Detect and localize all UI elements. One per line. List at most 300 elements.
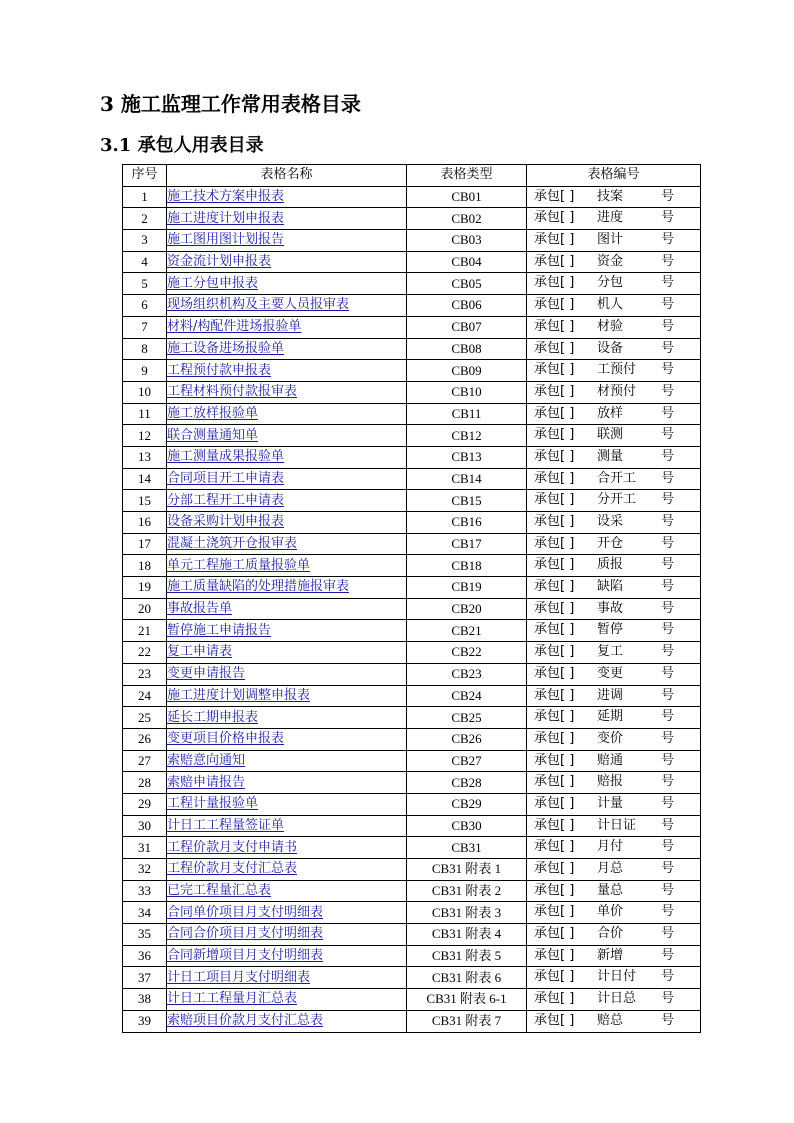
row-form-code [527,295,701,317]
form-code-prefix: 承包[ ] [534,318,575,334]
form-name-link[interactable]: 计日工工程量月汇总表 [167,991,298,1007]
row-serial-number: 4 [123,251,167,273]
row-form-type: CB30 [407,815,527,837]
form-code-prefix: 承包[ ] [534,709,575,725]
row-serial-number: 2 [123,208,167,230]
row-form-type: CB16 [407,512,527,534]
form-name-link[interactable]: 工程计量报验单 [167,796,259,812]
row-form-name-cell [167,989,407,1011]
form-code-prefix: 承包[ ] [534,926,575,942]
form-code-abbreviation: 进调 [597,687,624,703]
form-code-prefix: 承包[ ] [534,297,575,313]
row-serial-number: 29 [123,793,167,815]
section-title: 3.1 承包人用表目录 [100,135,264,156]
form-code-abbreviation: 月总 [597,861,624,876]
row-form-type: CB27 [407,750,527,772]
row-form-name-cell [167,924,407,946]
form-code-suffix: 号 [661,253,675,269]
form-name-link[interactable]: 事故报告单 [167,601,233,617]
row-form-type: CB31 [407,837,527,859]
form-name-link[interactable]: 计日工项目月支付明细表 [167,969,311,985]
row-serial-number: 16 [123,512,167,534]
form-code-suffix: 号 [661,926,675,942]
row-form-code [527,555,701,577]
row-serial-number: 26 [123,728,167,750]
form-code-prefix: 承包[ ] [534,730,575,746]
table-body [123,186,701,1032]
form-code-prefix: 承包[ ] [534,600,575,616]
form-code-suffix: 号 [661,1012,675,1028]
row-form-code [527,642,701,664]
row-form-type: CB04 [407,251,527,273]
form-name-link[interactable]: 施工进度计划申报表 [167,210,285,226]
form-code-prefix: 承包[ ] [534,687,575,703]
form-name-link[interactable]: 单元工程施工质量报验单 [167,557,311,573]
row-form-code [527,989,701,1011]
form-code-abbreviation: 资金 [597,253,624,269]
table-row [123,707,701,729]
form-code-suffix: 号 [661,362,675,378]
row-form-type: CB25 [407,707,527,729]
form-code-suffix: 号 [661,752,675,768]
row-form-type: CB14 [407,468,527,490]
row-form-name-cell [167,663,407,685]
row-form-code [527,251,701,273]
form-name-link[interactable]: 合同合价项目月支付明细表 [167,926,324,942]
form-name-link[interactable]: 合同单价项目月支付明细表 [167,904,324,920]
table-row [123,360,701,382]
form-code-abbreviation: 计日证 [597,817,637,833]
form-code-abbreviation: 延期 [597,709,624,725]
row-form-name-cell [167,837,407,859]
form-name-link[interactable]: 已完工程量汇总表 [167,883,272,899]
form-code-abbreviation: 暂停 [597,622,624,638]
form-code-suffix: 号 [661,991,675,1007]
table-row [123,425,701,447]
form-code-suffix: 号 [661,210,675,226]
table-row [123,338,701,360]
row-serial-number: 17 [123,533,167,555]
row-serial-number: 32 [123,859,167,881]
form-code-prefix: 承包[ ] [534,275,575,291]
row-form-type: CB31 附表 7 [407,1010,527,1032]
form-code-suffix: 号 [661,839,675,855]
row-form-name-cell [167,728,407,750]
form-code-abbreviation: 变更 [597,665,624,681]
form-code-suffix: 号 [661,904,675,920]
row-form-code [527,1010,701,1032]
row-serial-number: 35 [123,924,167,946]
row-form-type: CB22 [407,642,527,664]
row-form-type: CB31 附表 3 [407,902,527,924]
form-code-suffix: 号 [661,969,675,985]
row-form-type: CB07 [407,316,527,338]
form-code-abbreviation: 计日总 [597,991,637,1007]
row-serial-number: 37 [123,967,167,989]
row-form-code [527,837,701,859]
form-code-prefix: 承包[ ] [534,644,575,660]
form-code-suffix: 号 [661,297,675,313]
row-form-type: CB06 [407,295,527,317]
row-form-type: CB08 [407,338,527,360]
row-form-name-cell [167,793,407,815]
row-form-name-cell [167,880,407,902]
row-form-name-cell [167,273,407,295]
header-form-code: 表格编号 [527,165,701,187]
form-code-abbreviation: 赔通 [597,752,624,768]
row-serial-number: 19 [123,577,167,599]
row-form-code [527,815,701,837]
form-name-link[interactable]: 索赔申请报告 [167,774,246,790]
form-name-link[interactable]: 施工设备进场报验单 [167,340,285,356]
form-code-abbreviation: 分包 [597,275,624,291]
table-row [123,598,701,620]
row-serial-number: 15 [123,490,167,512]
table-row [123,924,701,946]
form-code-prefix: 承包[ ] [534,969,575,985]
row-form-name-cell [167,446,407,468]
form-code-prefix: 承包[ ] [534,492,575,508]
form-code-suffix: 号 [661,730,675,746]
table-row [123,468,701,490]
table-row [123,772,701,794]
form-name-link[interactable]: 施工技术方案申报表 [167,189,285,205]
form-code-abbreviation: 分开工 [597,492,637,508]
row-form-name-cell [167,967,407,989]
form-code-suffix: 号 [661,861,675,876]
form-code-suffix: 号 [661,882,675,898]
form-name-link[interactable]: 设备采购计划申报表 [167,514,285,530]
row-form-code [527,338,701,360]
table-row [123,577,701,599]
form-code-suffix: 号 [661,318,675,334]
row-form-code [527,381,701,403]
row-form-type: CB23 [407,663,527,685]
row-form-type: CB26 [407,728,527,750]
form-name-link[interactable]: 施工图用图计划报告 [167,232,285,248]
form-code-suffix: 号 [661,275,675,291]
form-code-abbreviation: 变价 [597,730,624,746]
form-name-link[interactable]: 变更项目价格申报表 [167,731,285,747]
row-form-code [527,620,701,642]
form-code-suffix: 号 [661,600,675,616]
form-name-link[interactable]: 暂停施工申请报告 [167,622,272,638]
row-form-name-cell [167,620,407,642]
row-form-code [527,403,701,425]
table-row [123,750,701,772]
form-code-prefix: 承包[ ] [534,253,575,269]
row-form-name-cell [167,230,407,252]
table-row [123,945,701,967]
row-form-type: CB31 附表 4 [407,924,527,946]
row-serial-number: 21 [123,620,167,642]
table-row [123,880,701,902]
form-code-prefix: 承包[ ] [534,1012,575,1028]
header-form-type: 表格类型 [407,165,527,187]
row-serial-number: 10 [123,381,167,403]
form-code-suffix: 号 [661,448,675,464]
form-code-abbreviation: 缺陷 [597,579,624,595]
header-serial-number: 序号 [123,165,167,187]
row-serial-number: 27 [123,750,167,772]
table-row [123,446,701,468]
form-name-link[interactable]: 复工申请表 [167,644,233,660]
form-code-suffix: 号 [661,947,675,963]
form-name-link[interactable]: 施工进度计划调整申报表 [167,687,311,703]
row-form-code [527,208,701,230]
row-form-code [527,360,701,382]
form-name-link[interactable]: 资金流计划申报表 [167,254,272,270]
table-row [123,620,701,642]
form-code-abbreviation: 新增 [597,947,624,963]
row-form-name-cell [167,945,407,967]
row-form-type: CB02 [407,208,527,230]
row-form-code [527,902,701,924]
row-serial-number: 13 [123,446,167,468]
row-form-name-cell [167,381,407,403]
table-row [123,837,701,859]
form-name-link[interactable]: 分部工程开工申请表 [167,492,285,508]
row-form-name-cell [167,490,407,512]
form-code-prefix: 承包[ ] [534,795,575,811]
table-row [123,793,701,815]
form-code-abbreviation: 计日付 [597,969,637,985]
form-code-suffix: 号 [661,188,675,204]
table-row [123,642,701,664]
row-form-code [527,577,701,599]
row-form-code [527,772,701,794]
table-row [123,555,701,577]
form-code-abbreviation: 技案 [597,188,624,204]
table-row [123,295,701,317]
row-form-type: CB31 附表 6 [407,967,527,989]
form-code-abbreviation: 图计 [597,232,624,248]
row-form-code [527,186,701,208]
row-form-type: CB31 附表 6-1 [407,989,527,1011]
form-name-link[interactable]: 索赔项目价款月支付汇总表 [167,1013,324,1029]
row-serial-number: 12 [123,425,167,447]
form-code-suffix: 号 [661,817,675,833]
row-form-code [527,468,701,490]
form-name-link[interactable]: 材料/构配件进场报验单 [167,319,302,335]
row-form-type: CB18 [407,555,527,577]
row-serial-number: 28 [123,772,167,794]
form-name-link[interactable]: 施工放样报验单 [167,405,259,421]
row-serial-number: 7 [123,316,167,338]
row-form-name-cell [167,1010,407,1032]
row-serial-number: 34 [123,902,167,924]
form-code-prefix: 承包[ ] [534,947,575,963]
table-row [123,381,701,403]
form-name-link[interactable]: 混凝土浇筑开仓报审表 [167,536,298,552]
form-name-link[interactable]: 工程价款月支付申请书 [167,839,298,855]
form-name-link[interactable]: 合同项目开工申请表 [167,470,285,486]
form-code-prefix: 承包[ ] [534,448,575,464]
form-code-abbreviation: 合价 [597,926,624,942]
table-row [123,230,701,252]
table-row [123,1010,701,1032]
row-form-type: CB09 [407,360,527,382]
table-row [123,815,701,837]
row-form-type: CB11 [407,403,527,425]
row-form-name-cell [167,403,407,425]
row-form-code [527,663,701,685]
form-code-suffix: 号 [661,405,675,421]
form-code-abbreviation: 赔报 [597,774,624,790]
form-name-link[interactable]: 工程材料预付款报审表 [167,384,298,400]
form-index-table [122,164,701,1033]
row-serial-number: 6 [123,295,167,317]
form-name-link[interactable]: 施工质量缺陷的处理措施报审表 [167,579,350,595]
form-code-prefix: 承包[ ] [534,232,575,248]
form-code-prefix: 承包[ ] [534,882,575,898]
row-form-type: CB29 [407,793,527,815]
row-form-name-cell [167,338,407,360]
row-form-type: CB15 [407,490,527,512]
form-code-prefix: 承包[ ] [534,210,575,226]
row-form-code [527,230,701,252]
table-row [123,208,701,230]
row-form-type: CB17 [407,533,527,555]
row-form-code [527,945,701,967]
form-name-link[interactable]: 现场组织机构及主要人员报审表 [167,297,350,313]
form-code-abbreviation: 质报 [597,557,624,573]
table-row [123,989,701,1011]
row-form-name-cell [167,598,407,620]
row-serial-number: 33 [123,880,167,902]
form-name-link[interactable]: 计日工工程量签证单 [167,817,285,833]
form-code-prefix: 承包[ ] [534,817,575,833]
form-code-abbreviation: 测量 [597,448,624,464]
row-form-code [527,707,701,729]
form-code-abbreviation: 量总 [597,882,624,898]
form-code-suffix: 号 [661,535,675,551]
form-code-suffix: 号 [661,557,675,573]
form-code-suffix: 号 [661,687,675,703]
row-form-code [527,967,701,989]
row-form-name-cell [167,902,407,924]
form-code-suffix: 号 [661,340,675,356]
row-form-code [527,598,701,620]
form-code-suffix: 号 [661,383,675,399]
form-code-abbreviation: 事故 [597,600,624,616]
table-header-row [123,165,701,187]
form-code-prefix: 承包[ ] [534,514,575,529]
row-form-code [527,793,701,815]
row-form-type: CB03 [407,230,527,252]
form-code-suffix: 号 [661,774,675,790]
row-form-name-cell [167,815,407,837]
row-serial-number: 8 [123,338,167,360]
form-code-prefix: 承包[ ] [534,427,575,443]
form-name-link[interactable]: 合同新增项目月支付明细表 [167,948,324,964]
form-name-link[interactable]: 施工分包申报表 [167,275,259,291]
form-name-link[interactable]: 延长工期申报表 [167,709,259,725]
row-form-name-cell [167,251,407,273]
row-form-code [527,316,701,338]
row-form-name-cell [167,577,407,599]
form-code-abbreviation: 材验 [597,318,624,334]
row-form-name-cell [167,859,407,881]
form-code-prefix: 承包[ ] [534,991,575,1007]
form-code-prefix: 承包[ ] [534,774,575,790]
row-form-type: CB24 [407,685,527,707]
form-code-suffix: 号 [661,232,675,248]
form-code-abbreviation: 联测 [597,427,624,443]
table-row [123,728,701,750]
form-name-link[interactable]: 工程价款月支付汇总表 [167,861,298,877]
form-code-abbreviation: 合开工 [597,470,637,486]
row-serial-number: 5 [123,273,167,295]
row-form-name-cell [167,316,407,338]
row-serial-number: 14 [123,468,167,490]
row-form-name-cell [167,555,407,577]
row-form-type: CB05 [407,273,527,295]
row-form-type: CB21 [407,620,527,642]
row-form-type: CB31 附表 1 [407,859,527,881]
row-form-name-cell [167,512,407,534]
row-serial-number: 9 [123,360,167,382]
row-form-name-cell [167,208,407,230]
table-row [123,902,701,924]
form-code-prefix: 承包[ ] [534,405,575,421]
row-form-type: CB10 [407,381,527,403]
form-code-prefix: 承包[ ] [534,861,575,876]
form-code-prefix: 承包[ ] [534,904,575,920]
form-code-abbreviation: 计量 [597,795,624,811]
row-form-code [527,924,701,946]
form-code-abbreviation: 赔总 [597,1012,624,1028]
form-name-link[interactable]: 联合测量通知单 [167,427,259,443]
form-name-link[interactable]: 索赔意向通知 [167,752,246,768]
row-form-code [527,425,701,447]
row-serial-number: 30 [123,815,167,837]
row-form-name-cell [167,425,407,447]
form-code-abbreviation: 复工 [597,644,624,660]
row-form-type: CB01 [407,186,527,208]
table-row [123,316,701,338]
row-serial-number: 11 [123,403,167,425]
row-form-type: CB31 附表 2 [407,880,527,902]
row-form-name-cell [167,685,407,707]
row-form-code [527,685,701,707]
form-code-abbreviation: 进度 [597,210,624,226]
form-code-abbreviation: 单价 [597,904,624,920]
form-code-abbreviation: 材预付 [597,383,637,399]
form-code-prefix: 承包[ ] [534,188,575,204]
row-serial-number: 20 [123,598,167,620]
row-form-code [527,859,701,881]
table-row [123,490,701,512]
form-name-link[interactable]: 变更申请报告 [167,666,246,682]
form-code-suffix: 号 [661,622,675,638]
row-form-type: CB13 [407,446,527,468]
form-code-prefix: 承包[ ] [534,622,575,638]
form-code-suffix: 号 [661,514,675,529]
form-code-suffix: 号 [661,579,675,595]
row-form-name-cell [167,642,407,664]
form-name-link[interactable]: 工程预付款申报表 [167,362,272,378]
row-form-name-cell [167,707,407,729]
form-code-suffix: 号 [661,470,675,486]
form-name-link[interactable]: 施工测量成果报验单 [167,449,285,465]
row-form-code [527,446,701,468]
row-form-name-cell [167,772,407,794]
row-serial-number: 22 [123,642,167,664]
row-serial-number: 39 [123,1010,167,1032]
form-code-suffix: 号 [661,492,675,508]
table-row [123,251,701,273]
